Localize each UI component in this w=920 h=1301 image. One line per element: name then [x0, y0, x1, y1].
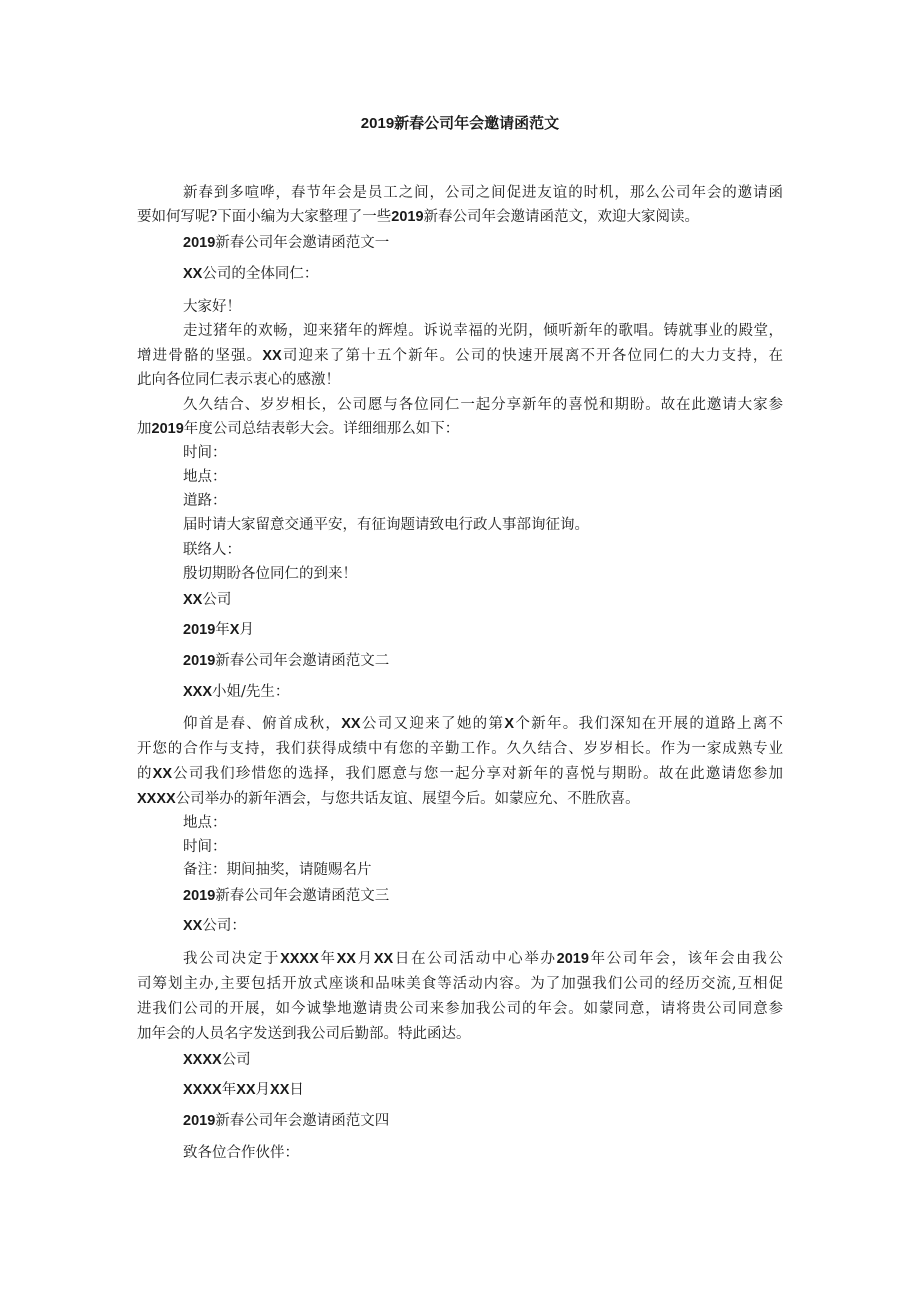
- text-line: 新春到多喧哗，春节年会是员工之间，公司之间促进友谊的时机，那么公司年会的邀请函: [183, 185, 783, 201]
- text-line: 司筹划主办,主要包括开放式座谈和品味美食等活动内容。为了加强我们公司的经历交流,互相促: [137, 976, 783, 992]
- text-line: 此向各位同仁表示衷心的感激！: [137, 372, 340, 388]
- text-line: 地点：: [183, 815, 227, 831]
- text-line: 2019新春公司年会邀请函范文二: [183, 653, 390, 669]
- text-line: 时间：: [183, 839, 227, 855]
- text-line: XXXX年XX月XX日: [183, 1082, 304, 1098]
- text-line: 殷切期盼各位同仁的到来！: [183, 566, 357, 582]
- text-line: 联络人：: [183, 542, 241, 558]
- text-line: 2019新春公司年会邀请函范文三: [183, 888, 390, 904]
- text-line: 仰首是春、俯首成秋，XX公司又迎来了她的第X个新年。我们深知在开展的道路上离不: [183, 716, 783, 732]
- text-line: 地点：: [183, 469, 227, 485]
- text-line: XX公司: [183, 592, 232, 608]
- text-line: 时间：: [183, 445, 227, 461]
- text-line: 的XX公司我们珍惜您的选择，我们愿意与您一起分享对新年的喜悦与期盼。故在此邀请您参加: [137, 766, 783, 782]
- text-line: 加2019年度公司总结表彰大会。详细细那么如下：: [137, 421, 460, 437]
- text-line: XXX小姐/先生：: [183, 684, 290, 700]
- text-line: 备注：期间抽奖，请随赐名片: [183, 862, 372, 878]
- text-line: 道路：: [183, 493, 227, 509]
- text-line: XX公司的全体同仁：: [183, 266, 319, 282]
- text-line: 届时请大家留意交通平安，有征询题请致电行政人事部询征询。: [183, 517, 589, 533]
- text-line: 加年会的人员名字发送到我公司后勤部。特此函达。: [137, 1026, 471, 1042]
- text-line: XX公司：: [183, 918, 246, 934]
- text-line: 大家好！: [183, 299, 241, 315]
- text-line: 开您的合作与支持，我们获得成绩中有您的辛勤工作。久久结合、岁岁相长。作为一家成熟专业: [137, 741, 783, 757]
- text-line: 2019新春公司年会邀请函范文一: [183, 235, 390, 251]
- text-line: 致各位合作伙伴：: [183, 1145, 299, 1161]
- text-line: XXXX公司举办的新年酒会，与您共话友谊、展望今后。如蒙应允、不胜欣喜。: [137, 791, 640, 807]
- text-line: 2019新春公司年会邀请函范文四: [183, 1113, 390, 1129]
- text-line: 我公司决定于XXXX年XX月XX日在公司活动中心举办2019年公司年会，该年会由我公: [183, 951, 783, 967]
- text-line: XXXX公司: [183, 1052, 251, 1068]
- text-line: 要如何写呢?下面小编为大家整理了一些2019新春公司年会邀请函范文，欢迎大家阅读。: [137, 209, 700, 225]
- text-line: 增进骨骼的坚强。XX司迎来了第十五个新年。公司的快速开展离不开各位同仁的大力支持，在: [137, 348, 783, 364]
- text-line: 进我们公司的开展，如今诚挚地邀请贵公司来参加我公司的年会。如蒙同意，请将贵公司同意参: [137, 1001, 783, 1017]
- text-line: 2019年X月: [183, 622, 254, 638]
- text-line: 久久结合、岁岁相长，公司愿与各位同仁一起分享新年的喜悦和期盼。故在此邀请大家参: [183, 397, 783, 413]
- text-line: 走过猪年的欢畅，迎来猪年的辉煌。诉说幸福的光阴，倾听新年的歌唱。铸就事业的殿堂，: [183, 323, 783, 339]
- document-title: 2019新春公司年会邀请函范文: [360, 114, 560, 132]
